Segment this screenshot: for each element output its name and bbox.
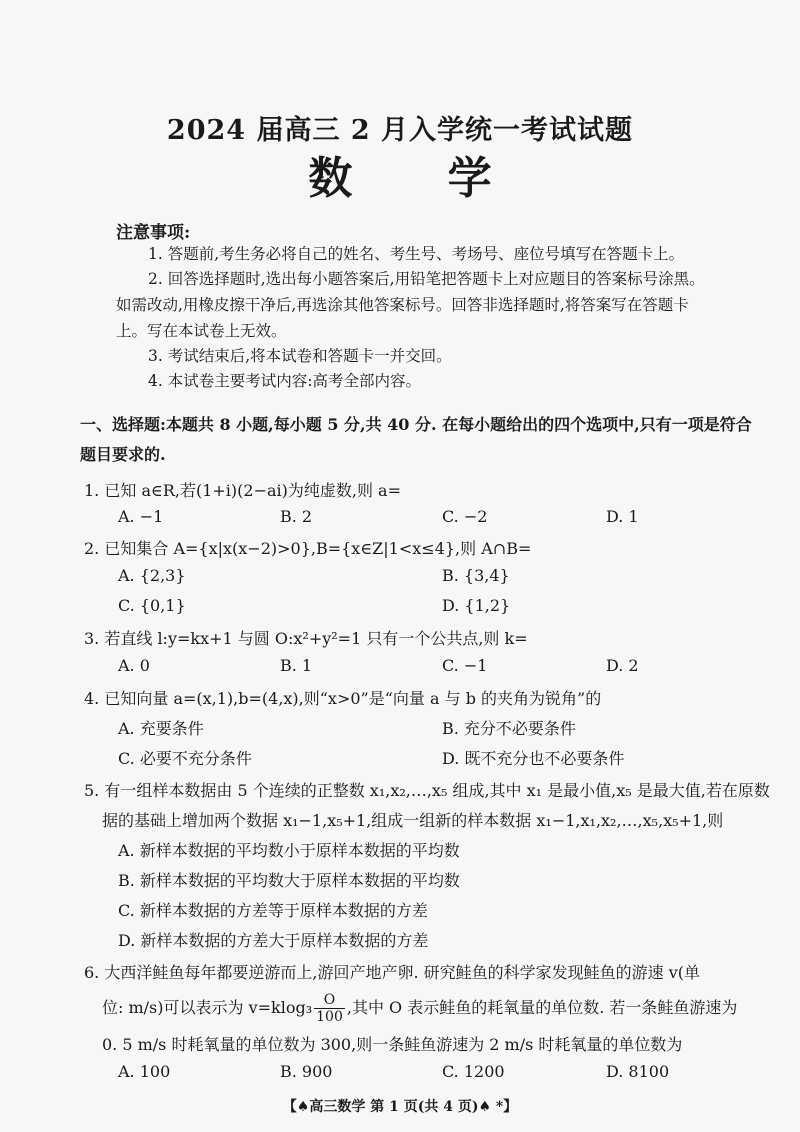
question-3-stem: 3. 若直线 l:y=kx+1 与圆 O:x²+y²=1 只有一个公共点,则 k=: [84, 629, 528, 648]
q6-option-a: A. 100: [118, 1062, 171, 1081]
section-heading-line1: 一、选择题:本题共 8 小题,每小题 5 分,共 40 分. 在每小题给出的四个选项中,只有一项是符合: [80, 415, 752, 434]
question-4-stem: 4. 已知向量 a=(x,1),b=(4,x),则“x>0”是“向量 a 与 b 的夹角为锐角”的: [84, 689, 602, 708]
question-6-stem-line2: [102, 992, 737, 1025]
notice-item-4: 4. 本试卷主要考试内容:高考全部内容。: [148, 372, 421, 390]
q5-option-b: B. 新样本数据的平均数大于原样本数据的平均数: [118, 871, 460, 890]
question-1-stem: 1. 已知 a∈R,若(1+i)(2−ai)为纯虚数,则 a=: [84, 481, 401, 500]
q4-option-c: C. 必要不充分条件: [118, 749, 252, 768]
q3-option-b: B. 1: [280, 656, 313, 675]
notice-item-1: 1. 答题前,考生务必将自己的姓名、考生号、考场号、座位号填写在答题卡上。: [148, 245, 685, 263]
q1-option-d: D. 1: [606, 507, 639, 526]
question-6-stem-line1: 6. 大西洋鲑鱼每年都要逆游而上,游回产地产卵. 研究鲑鱼的科学家发现鲑鱼的游速 v(单: [84, 963, 700, 982]
section-heading-line2: 题目要求的.: [80, 445, 166, 464]
q6-option-d: D. 8100: [606, 1062, 670, 1081]
q5-option-a: A. 新样本数据的平均数小于原样本数据的平均数: [118, 841, 460, 860]
q1-option-a: A. −1: [118, 507, 164, 526]
q6-formula-suffix: ,其中 O 表示鲑鱼的耗氧量的单位数. 若一条鲑鱼游速为: [346, 998, 738, 1017]
q1-option-c: C. −2: [442, 507, 488, 526]
q6-formula-prefix: 位: m/s)可以表示为 v=klog₃: [102, 998, 313, 1017]
q4-option-b: B. 充分不必要条件: [442, 719, 576, 738]
subject-title: 数 学: [308, 153, 532, 204]
q2-option-b: B. {3,4}: [442, 566, 510, 585]
notice-item-3: 3. 考试结束后,将本试卷和答题卡一并交回。: [148, 347, 452, 365]
question-5-stem-line2: 据的基础上增加两个数据 x₁−1,x₅+1,组成一组新的样本数据 x₁−1,x₁,x₂,…,x₅,x₅+1,则: [102, 811, 724, 830]
question-2-stem: 2. 已知集合 A={x|x(x−2)>0},B={x∈Z|1<x≤4},则 A∩B=: [84, 539, 532, 558]
q6-fraction-numerator: O: [314, 992, 345, 1009]
q6-option-b: B. 900: [280, 1062, 333, 1081]
q5-option-d: D. 新样本数据的方差大于原样本数据的方差: [118, 931, 429, 950]
q3-option-d: D. 2: [606, 656, 639, 675]
q2-option-a: A. {2,3}: [118, 566, 186, 585]
q6-option-c: C. 1200: [442, 1062, 505, 1081]
q2-option-c: C. {0,1}: [118, 596, 186, 615]
notice-heading: 注意事项:: [116, 223, 191, 243]
q6-fraction-denominator: 100: [316, 1009, 343, 1025]
question-6-stem-line3: 0. 5 m/s 时耗氧量的单位数为 300,则一条鲑鱼游速为 2 m/s 时耗氧量的单位数为: [102, 1035, 683, 1054]
q6-fraction: [314, 992, 345, 1025]
q4-option-a: A. 充要条件: [118, 719, 204, 738]
notice-item-2: 2. 回答选择题时,选出每小题答案后,用铅笔把答题卡上对应题目的答案标号涂黑。如需改动,用橡皮擦干净后,再选涂其他答案标号。回答非选择题时,将答案写在答题卡上。写在本试卷上无效。: [116, 270, 705, 340]
exam-title: 2024 届高三 2 月入学统一考试试题: [166, 115, 634, 146]
q1-option-b: B. 2: [280, 507, 313, 526]
q3-option-a: A. 0: [118, 656, 150, 675]
q4-option-d: D. 既不充分也不必要条件: [442, 749, 625, 768]
page-footer: 【♠高三数学 第 1 页(共 4 页)♠ *】: [282, 1099, 518, 1115]
q3-option-c: C. −1: [442, 656, 488, 675]
q2-option-d: D. {1,2}: [442, 596, 511, 615]
q5-option-c: C. 新样本数据的方差等于原样本数据的方差: [118, 901, 428, 920]
question-5-stem-line1: 5. 有一组样本数据由 5 个连续的正整数 x₁,x₂,…,x₅ 组成,其中 x₁ 是最小值,x₅ 是最大值,若在原数: [84, 781, 770, 800]
